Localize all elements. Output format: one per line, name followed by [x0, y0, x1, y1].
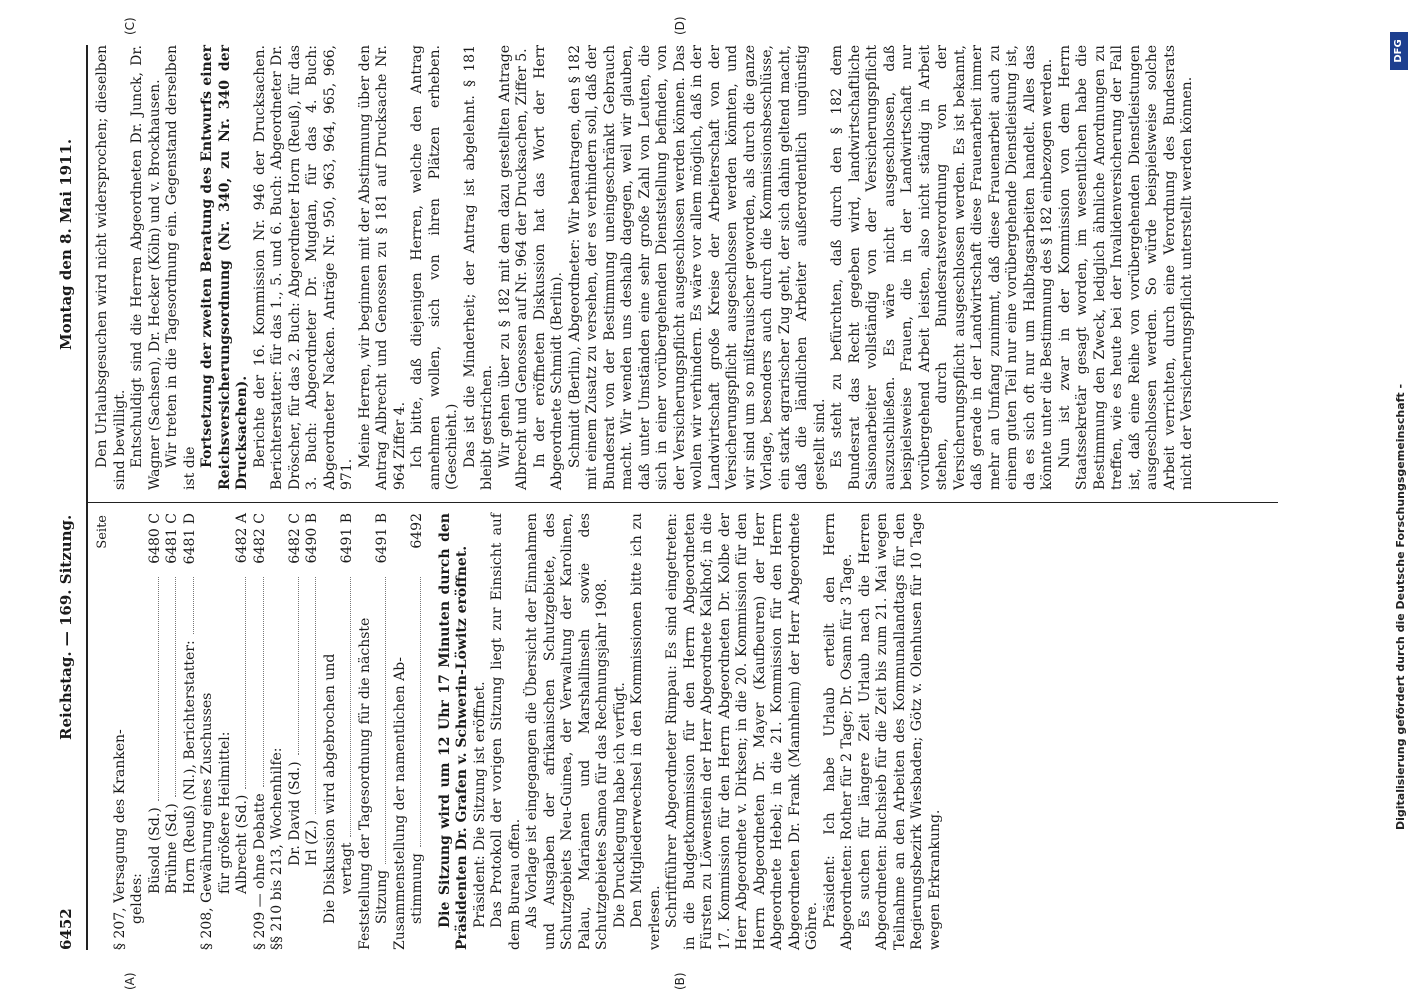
paragraph: Nun ist zwar in der Kommission von dem Herrn Staatssekretär gesagt worden, im wesentlichen habe die Bestimmung den Zweck, lediglich ähnliche Anordnungen zu treffen, wie es heute bei der Invalidenversicherung der Fall ist, daß eine Reihe von vorübergehenden Dienstleistungen ausgeschlossen werden. So würde beispielsweise solche Arbeit verrichten, durch eine Verordnung des Bundesrats nicht der Versicherungspflicht unterstellt werden können.: [1056, 45, 1195, 490]
left-body-text: [437, 513, 945, 950]
paragraph: Wir treten in die Tagesordnung ein. Gegenstand derselben ist die: [164, 45, 198, 490]
toc-entry-text: Die Diskussion wird abgebrochen und: [321, 653, 338, 924]
toc-entry-text: Dr. David (Sd.): [286, 761, 303, 866]
paragraph: Berichte der 16. Kommission Nr. 946 der Drucksachen. Berichterstatter: für das 1., 5. und 6. Buch: Abgeordneter Dr. Dröscher, für das 2. Buch: Abgeordneter Horn (Reuß), für das 3. Buch: Abgeordneter Dr. Mugdan, für das 4. Buch: Abgeordneter Nacken. Anträge Nr. 950, 963, 964, 965, 966, 971.: [251, 45, 355, 490]
toc-page-ref: 6481 D: [181, 513, 198, 565]
paragraph: Entschuldigt sind die Herren Abgeordneten Dr. Junck, Dr. Wagner (Sachsen), Dr. Hecker (Köln) und v. Brockhausen.: [129, 45, 163, 490]
document-page: [52, 16, 1407, 990]
margin-mark-c: (C): [123, 17, 137, 35]
toc-row: [322, 513, 340, 950]
toc-entry-text: Büsold (Sd.): [146, 807, 163, 894]
paragraph: Präsident: Die Sitzung ist eröffnet.: [471, 681, 488, 928]
toc-leader: [175, 577, 176, 797]
left-column: [94, 513, 944, 950]
dfg-logo: DFG: [1390, 32, 1408, 70]
toc-entry-text: stimmung: [409, 853, 425, 924]
paragraph: Es suchen für längere Zeit Urlaub nach die Herren Abgeordneten: Buchsieb für die Zeit bis zum 21. Mai wegen Teilnahme an den Arbeiten des Kommunallandtags für den Regierungsbezirk Wiesbaden; Götz v. Olenhusen für 10 Tage wegen Erkrankung.: [856, 513, 943, 950]
toc-leader: [350, 577, 351, 837]
paragraph: Das ist die Minderheit; der Antrag ist abgelehnt. § 181 bleibt gestrichen.: [461, 45, 495, 490]
toc-page-ref: 6491 B: [374, 513, 390, 564]
toc-entry-text: Brühne (Sd.): [164, 803, 180, 894]
toc-leader: [193, 577, 194, 634]
margin-mark-a: (A): [123, 972, 137, 990]
toc-row: [234, 513, 252, 950]
toc-page-ref: 6482 A: [234, 513, 250, 564]
toc-leader: [420, 577, 421, 847]
paragraph: Fortsetzung der zweiten Beratung des Entwurfs einer Reichsversicherungsordnung (Nr. 340, zu Nr. 340 der Drucksachen).: [199, 45, 250, 490]
paragraph: Meine Herren, wir beginnen mit der Abstimmung über den Antrag Albrecht und Genossen zu § 181 auf Drucksache Nr. 964 Ziffer 4.: [356, 45, 408, 490]
toc-row: [392, 513, 410, 950]
toc-entry-text: § 209 — ohne Debatte: [251, 793, 268, 950]
toc-leader: [263, 577, 264, 787]
table-of-contents: [112, 513, 427, 950]
toc-entry-text: vertagt: [339, 842, 355, 894]
right-body-text: [94, 45, 1197, 490]
toc-entry-text: Horn (Reuß) (Nl.), Berichterstatter:: [181, 640, 198, 894]
toc-page-ref: 6482 C: [251, 513, 268, 564]
header-center: Reichstag. — 169. Sitzung.: [57, 514, 75, 740]
toc-row: [287, 513, 305, 950]
toc-entry-text: § 207, Versagung des Kranken-: [111, 729, 128, 950]
toc-entry-text: Zusammenstellung der namentlichen Ab-: [391, 657, 408, 950]
toc-row: [164, 513, 182, 950]
margin-mark-b: (B): [673, 972, 687, 990]
toc-leader: [245, 577, 246, 789]
paragraph: Präsident: Ich habe Urlaub erteilt den Herrn Abgeordneten: Rother für 2 Tage; Dr. Osann für 3 Tage.: [821, 513, 855, 950]
toc-leader: [158, 577, 159, 801]
toc-page-ref: 6480 C: [146, 513, 163, 564]
toc-entry-text: Feststellung der Tagesordnung für die nächste: [356, 617, 373, 950]
toc-row: [252, 513, 270, 950]
toc-row: [147, 513, 165, 950]
paragraph: Als Vorlage ist eingegangen die Übersicht der Einnahmen und Ausgaben der afrikanischen Schutzgebiete, des Schutzgebiets Neu-Guinea, der Verwaltung der Karolinen, Palau, Marianen und Marshallinseln sowie des Schutzgebietes Samoa für das Rechnungsjahr 1908.: [524, 513, 610, 950]
header-date: Montag den 8. Mai 1911.: [57, 138, 75, 350]
toc-row: [409, 513, 427, 950]
toc-page-ref: 6482 C: [286, 513, 303, 564]
toc-page-ref: 6490 B: [304, 513, 320, 564]
page-number: 6452: [57, 908, 75, 950]
toc-entry-text: für größere Heilmittel:: [216, 731, 233, 894]
header-rule: [86, 45, 88, 950]
toc-entry-text: Sitzung: [374, 869, 390, 924]
toc-row: [304, 513, 322, 950]
toc-entry-text: Albrecht (Sd.): [234, 794, 250, 894]
toc-leader: [385, 577, 386, 864]
toc-entry-text: § 208, Gewährung eines Zuschusses: [199, 692, 215, 950]
toc-leader: [315, 577, 316, 814]
margin-mark-d: (D): [673, 16, 687, 35]
paragraph: Den Mitgliederwechsel in den Kommissionen bitte ich zu verlesen.: [629, 513, 663, 950]
paragraph: Den Urlaubsgesuchen wird nicht widersprochen; dieselben sind bewilligt.: [94, 45, 128, 490]
toc-seite-label: Seite: [95, 515, 110, 549]
toc-row: [339, 513, 357, 950]
paragraph: Wir gehen über zu § 182 mit dem dazu gestellten Antrage Albrecht und Genossen auf Nr. 964 der Drucksachen, Ziffer 5.: [496, 45, 530, 490]
toc-page-ref: 6492: [409, 513, 425, 549]
toc-page-ref: 6491 B: [339, 513, 355, 564]
toc-entry-text: §§ 210 bis 213, Wochenhilfe:: [269, 747, 285, 950]
toc-row: [374, 513, 392, 950]
toc-row: [357, 513, 375, 950]
toc-row: [199, 513, 217, 950]
toc-entry-text: Irl (Z.): [304, 819, 320, 866]
toc-row: [217, 513, 235, 950]
paragraph: Die Drucklegung habe ich verfügt.: [611, 682, 628, 928]
right-column: [94, 45, 1197, 490]
paragraph: Das Protokoll der vorigen Sitzung liegt zur Einsicht auf dem Bureau offen.: [489, 513, 523, 950]
toc-row: [182, 513, 200, 950]
page-header: [58, 45, 88, 950]
paragraph: Schriftführer Abgeordneter Rimpau: Es sind eingetreten: in die Budgetkommission für den Herrn Abgeordneten Fürsten zu Löwenstein der Herr Abgeordnete Kalkhof; in die 17. Kommission für den Herrn Abgeordneten Dr. Kolbe der Herr Abgeordnete v. Dirksen; in die 20. Kommission für den Herrn Abgeordneten Dr. Mayer (Kaufbeuren) der Herr Abgeordnete Hebel; in die 21. Kommission für den Herrn Abgeordneten Dr. Frank (Mannheim) der Herr Abgeordnete Göhre.: [664, 513, 820, 950]
paragraph: Schmidt (Berlin), Abgeordneter: Wir beantragen, den § 182 mit einem Zusatz zu versehen, der es verhindern soll, daß der Bundesrat von der Bestimmung uneingeschränkt Gebrauch macht. Wir wenden uns deshalb dagegen, weil wir glauben, daß unter Umständen eine sehr große Zahl von Leuten, die sich in einer vorübergehenden Dienststellung befinden, von der Versicherungspflicht ausgeschlossen werden können. Das wollen wir verhindern. Es wäre vor allem möglich, daß in der Landwirtschaft große Kreise der Arbeiterschaft von der Versicherungspflicht ausgeschlossen werden könnten, und wir sind um so mißtrauischer geworden, als durch die ganze Vorlage, besonders auch durch die Kommissionsbeschlüsse, ein stark agrarischer Zug geht, der sich dahin geltend macht, daß die ländlichen Arbeiter außerordentlich ungünstig gestellt sind.: [566, 45, 828, 490]
paragraph: Die Sitzung wird um 12 Uhr 17 Minuten durch den Präsidenten Dr. Grafen v. Schwerin-Löwitz eröffnet.: [436, 513, 470, 950]
column-divider: [88, 502, 1278, 503]
toc-row: [269, 513, 287, 950]
paragraph: In der eröffneten Diskussion hat das Wort der Herr Abgeordnete Schmidt (Berlin).: [531, 45, 565, 490]
toc-page-ref: 6481 C: [164, 513, 180, 564]
paragraph: Es steht zu befürchten, daß durch den § 182 dem Bundesrat das Recht gegeben wird, landwirtschaftliche Saisonarbeiter vollständig von der Versicherungspflicht auszuschließen. Es wäre nicht ausgeschlossen, daß beispielsweise Frauen, die in der Landwirtschaft nur vorübergehend Arbeit leisten, also nicht ständig in Arbeit stehen, durch Bundesratsverordnung von der Versicherungspflicht ausgeschlossen werden. Es ist bekannt, daß gerade in der Landwirtschaft diese Frauenarbeit immer mehr an Umfang zunimmt, daß diese Frauenarbeit auch zu einem guten Teil nur eine vorübergehende Dienstleistung ist, da es sich oft nur um Halbtagsarbeiten handelt. Alles das könnte unter die Bestimmung des § 182 einbezogen werden.: [829, 45, 1055, 490]
toc-entry-text: geldes:: [129, 873, 145, 924]
toc-row: [129, 513, 147, 950]
toc-leader: [298, 577, 299, 755]
paragraph: Ich bitte, daß diejenigen Herren, welche den Antrag annehmen wollen, sich von ihren Plätzen erheben. (Geschieht.): [409, 45, 460, 490]
toc-row: [112, 513, 130, 950]
digitization-credit: Digitalisierung gefördert durch die Deutsche Forschungsgemeinschaft -: [1394, 383, 1407, 830]
